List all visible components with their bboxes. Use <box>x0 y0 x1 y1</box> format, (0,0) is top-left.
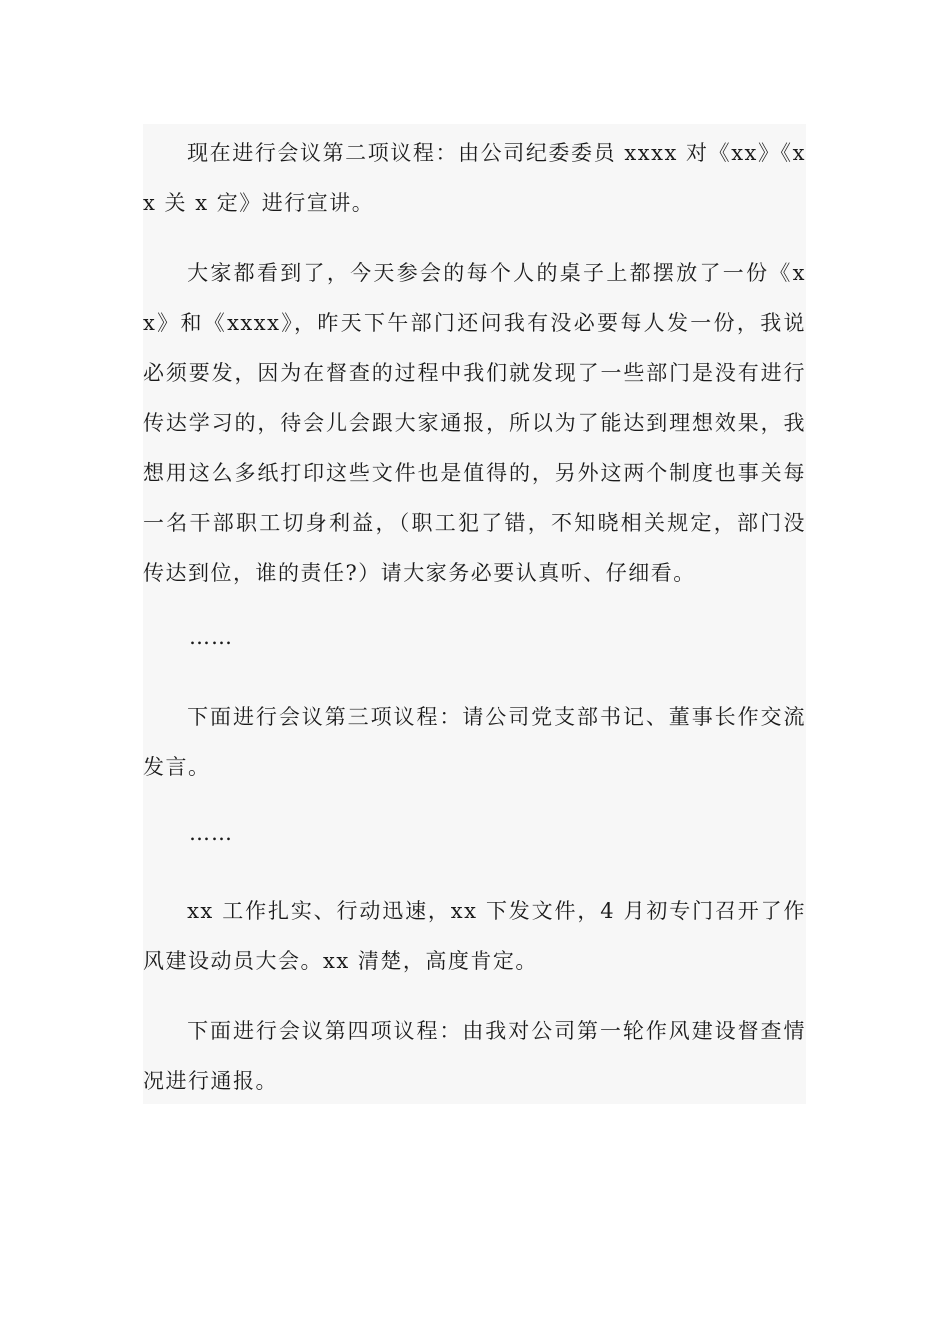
document-content-block <box>143 124 806 1104</box>
paragraph-agenda-item-3: 下面进行会议第三项议程：请公司党支部书记、董事长作交流发言。 <box>143 705 806 779</box>
ellipsis-2: …… <box>189 821 233 845</box>
paragraph-agenda-item-4: 下面进行会议第四项议程：由我对公司第一轮作风建设督查情况进行通报。 <box>143 1019 806 1093</box>
paragraph-distribution-explanation: 大家都看到了，今天参会的每个人的桌子上都摆放了一份《xx》和《xxxx》，昨天下午部门还问我有没必要每人发一份，我说必须要发，因为在督查的过程中我们就发现了一些部门是没有进行传达学习的，待会儿会跟大家通报，所以为了能达到理想效果，我想用这么多纸打印这些文件也是值得的，另外这两个制度也事关每一名干部职工切身利益，（职工犯了错，不知晓相关规定，部门没传达到位，谁的责任?）请大家务必要认真听、仔细看。 <box>143 261 806 585</box>
paragraph-agenda-item-2: 现在进行会议第二项议程：由公司纪委委员 xxxx 对《xx》《xx 关 x 定》进行宣讲。 <box>143 141 806 215</box>
paragraph-work-summary: xx 工作扎实、行动迅速，xx 下发文件，4 月初专门召开了作风建设动员大会。xx 清楚，高度肯定。 <box>143 899 806 973</box>
ellipsis-1: …… <box>189 625 233 649</box>
